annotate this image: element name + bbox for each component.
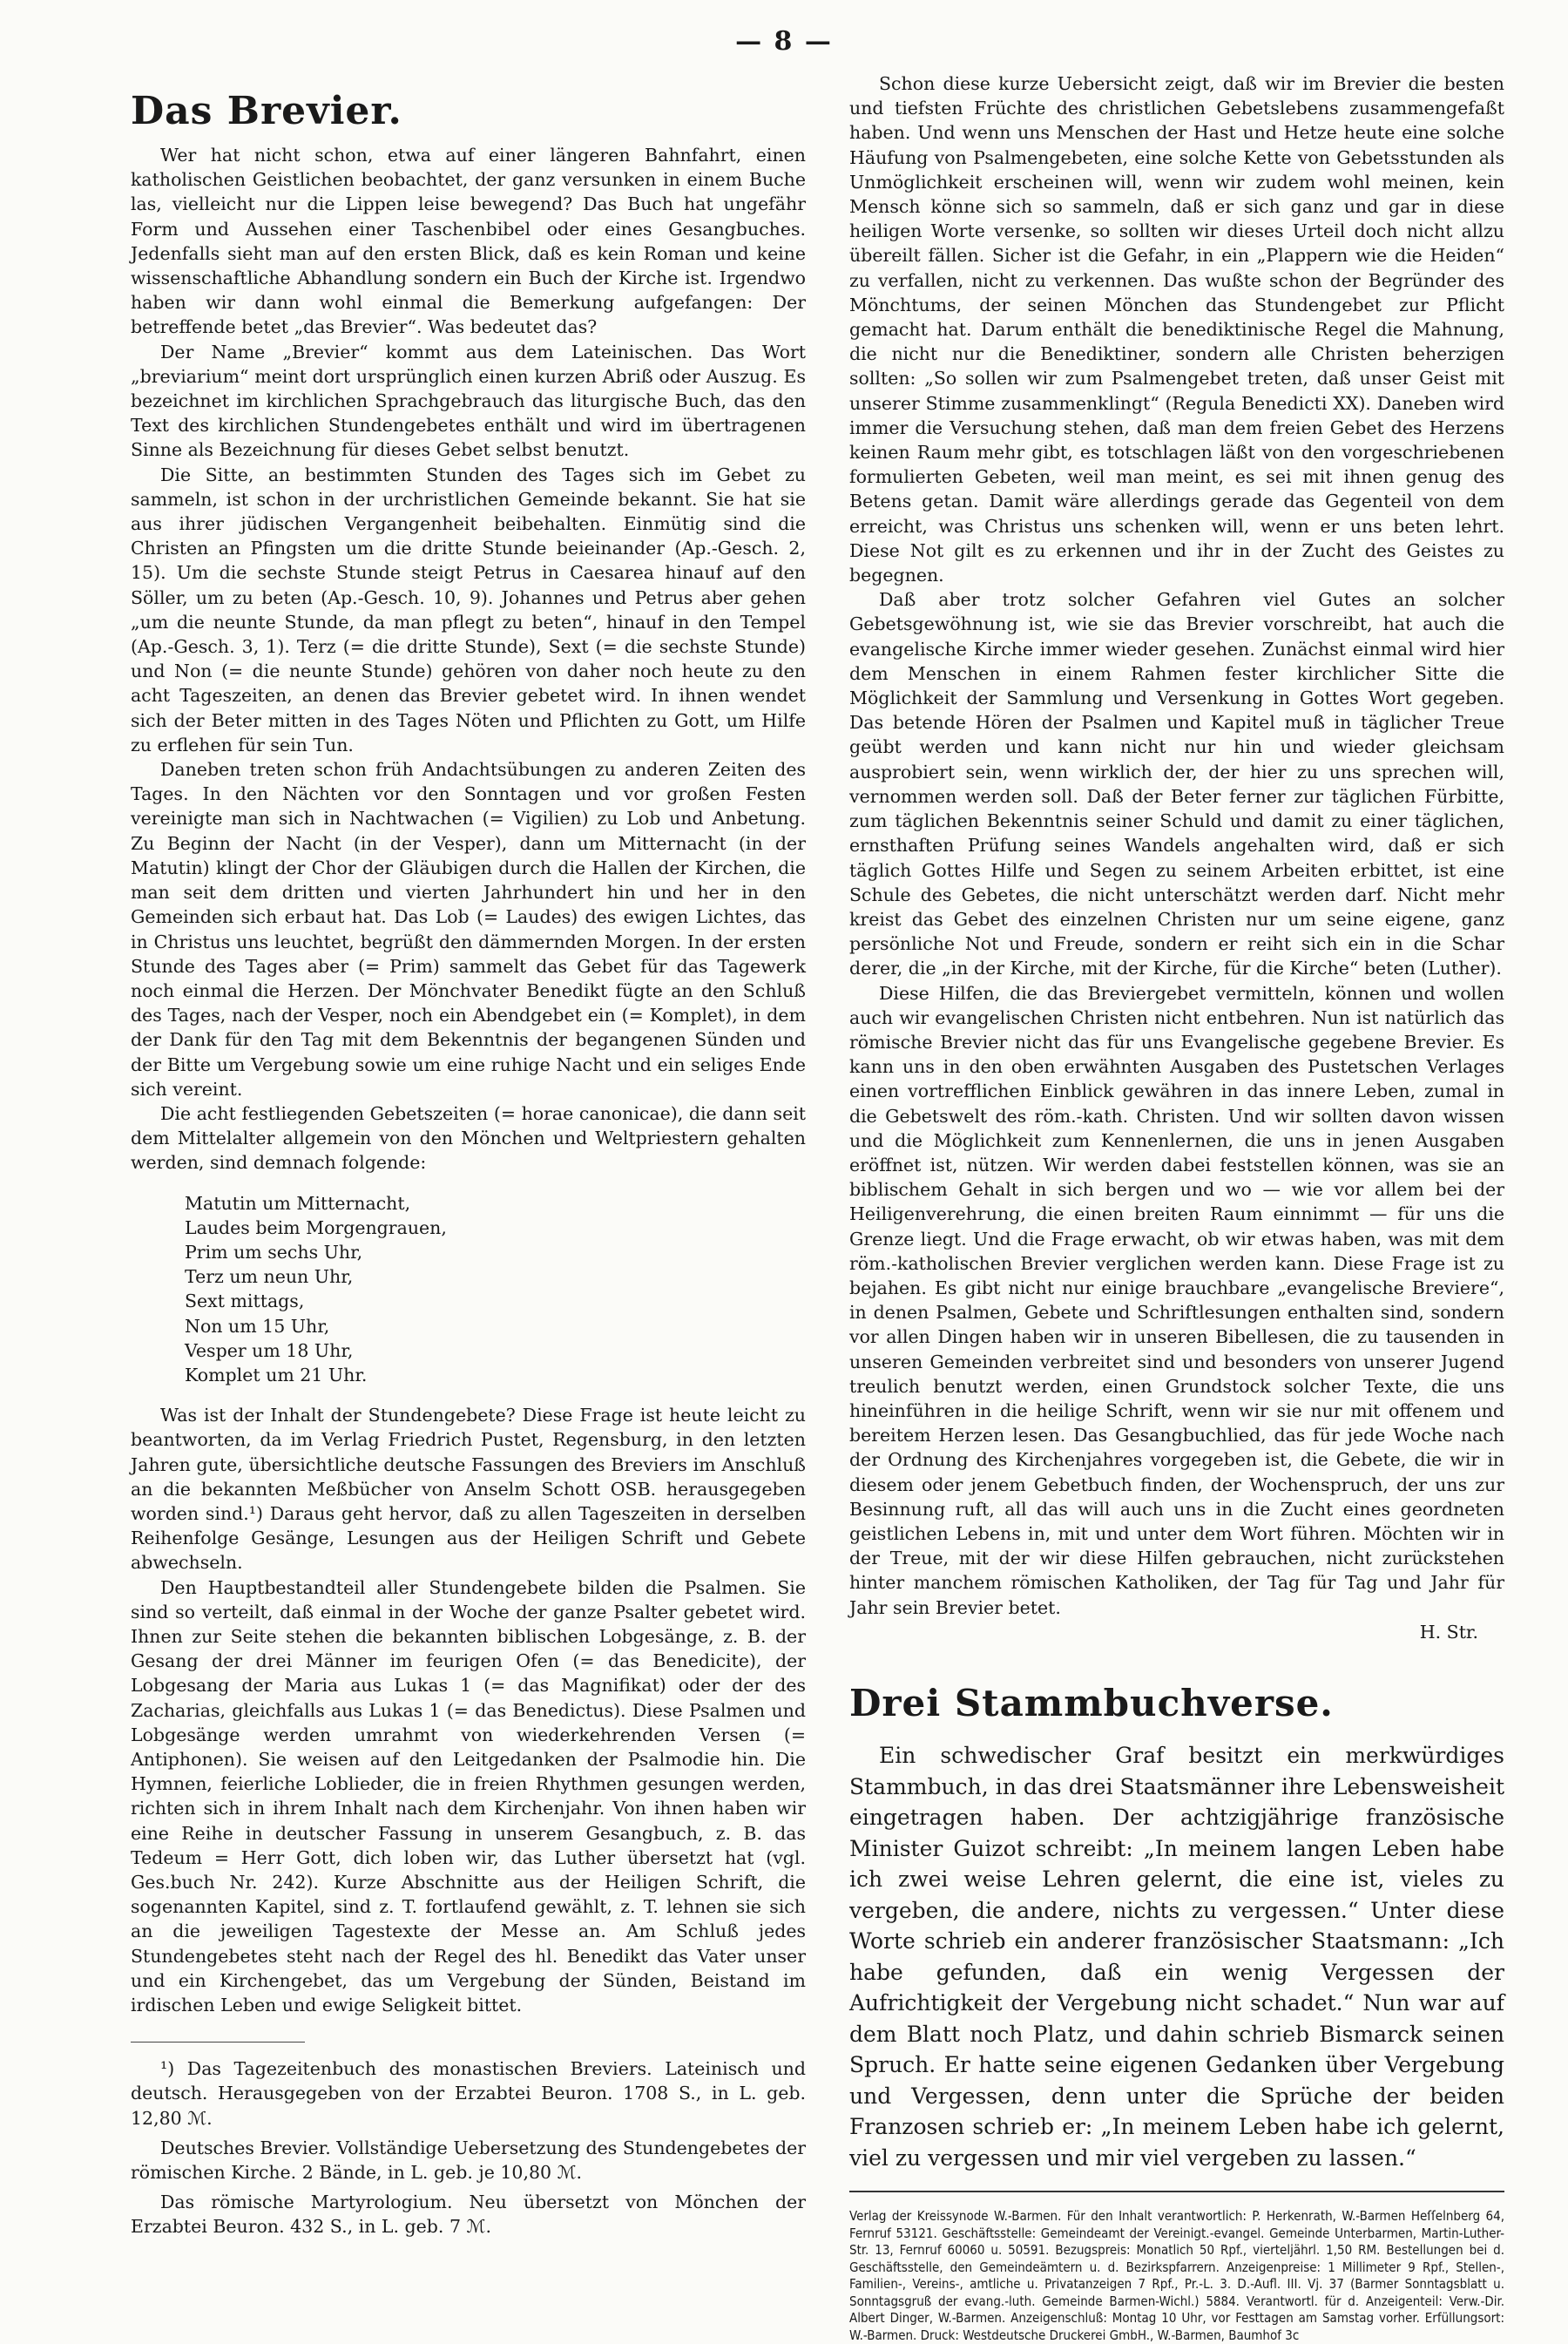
imprint — [849, 2208, 1504, 2344]
imprint-text: Verlag der Kreissynode W.-Barmen. Für den Inhalt verantwortlich: P. Herkenrath, W.-Barmen Heſſelnberg 64, Fernruf 53121. Geschäftsstelle: Gemeindeamt der Vereinigt.-evangel. Gemeinde Unterbarmen, Martin-Luther-Str. 13, Fernruf 60060 u. 50591. Bezugspreis: Monatlich 50 Rpf., vierteljährl. 1,50 RM. Bestellungen bei d. Geschäftsstelle, den Gemeindeämtern u. d. Bezirkspfarrern. Anzeigenpreise: 1 Millimeter 9 Rpf., Stellen-, Familien-, Vereins-, amtliche u. Privatanzeigen 7 Rpf., Pr.-L. 3. D.-Aufl. III. Vj. 37 (Barmer Sonntagsblatt u. Sonntagsgruß der evang.-luth. Gemeinde Barmen-Wichl.) 5884. Verantwortl. für d. Anzeigenteil: Verw.-Dir. Albert Dinger, W.-Barmen. Anzeigenschluß: Montag 10 Uhr, vor Festtagen am Samstag vorher. Erfüllungsort: W.-Barmen. Druck: Westdeutsche Druckerei GmbH., W.-Barmen, Baumhof 3c — [849, 2208, 1504, 2343]
hours-item: Non um 15 Uhr, — [185, 1315, 330, 1337]
hours-item: Terz um neun Uhr, — [185, 1266, 354, 1288]
paragraph: Den Hauptbestandteil aller Stundengebete bilden die Psalmen. Sie sind so verteilt, daß einmal in der Woche der ganze Psalter gebetet wird. Ihnen zur Seite stehen die bekannten biblischen Lobgesänge, z. B. der Gesang der drei Männer im feurigen Ofen (= das Benedicite), der Lobgesang der Maria aus Lukas 1 (= das Magnifikat) oder der des Zacharias, gleichfalls aus Lukas 1 (= das Benedictus). Diese Psalmen und Lobgesänge werden umrahmt von wiederkehrenden Versen (= Antiphonen). Sie weisen auf den Leitgedanken der Psalmodie hin. Die Hymnen, feierliche Loblieder, die in freien Rhythmen gesungen werden, richten sich in ihrem Inhalt nach dem Kirchenjahr. Von ihnen haben wir eine Reihe in deutscher Fassung in unserem Gesangbuch, z. B. das Tedeum = Herr Gott, dich loben wir, das Luther übersetzt hat (vgl. Ges.buch Nr. 242). Kurze Abschnitte aus der Heiligen Schrift, die sogenannten Kapitel, sind z. T. fortlaufend gewählt, z. T. lehnen sie sich an die jeweiligen Tagestexte der Messe an. Am Schluß jedes Stundengebetes steht nach der Regel des hl. Benedikt das Vater unser und ein Kirchengebet, das um Vergebung der Sünden, Beistand im irdischen Leben und ewige Seligkeit bittet. — [131, 1576, 806, 2016]
left-column — [131, 71, 806, 2245]
article-body — [849, 1740, 1504, 2173]
paragraph: Der Name „Brevier“ kommt aus dem Lateinischen. Das Wort „breviarium“ meint dort ursprünglich einen kurzen Abriß oder Auszug. Es bezeichnet im kirchlichen Sprachgebrauch das liturgische Buch, das den Text des kirchlichen Stundengebetes enthält und wird im übertragenen Sinne als Bezeichnung für dieses Gebet selbst benutzt. — [131, 341, 806, 461]
signature: H. Str. — [1419, 1621, 1478, 1643]
paragraph: Wer hat nicht schon, etwa auf einer längeren Bahnfahrt, einen katholischen Geistlichen beobachtet, der ganz versunken in einem Buche las, vielleicht nur die Lippen leise bewegend? Das Buch hat ungefähr Form und Aussehen einer Taschenbibel oder eines Gesangbuches. Jedenfalls sieht man auf den ersten Blick, daß es kein Roman und keine wissenschaftliche Abhandlung sondern ein Buch der Kirche ist. Irgendwo haben wir dann wohl einmal die Bemerkung aufgefangen: Der betreffende betet „das Brevier“. Was bedeutet das? — [131, 145, 806, 338]
paragraph: Was ist der Inhalt der Stundengebete? Diese Frage ist heute leicht zu beantworten, da im Verlag Friedrich Pustet, Regensburg, in den letzten Jahren gute, übersichtliche deutsche Fassungen des Breviers im Anschluß an die bekannten Meßbücher von Anselm Schott OSB. herausgegeben worden sind.¹) Daraus geht hervor, daß zu allen Tageszeiten in derselben Reihenfolge Gesänge, Lesungen aus der Heiligen Schrift und Gebete abwechseln. — [131, 1405, 806, 1574]
footnote: Deutsches Brevier. Vollständige Uebersetzung des Stundengebetes der römischen Kirche. 2 Bände, in L. geb. je 10,80 ℳ. — [131, 2137, 806, 2184]
hours-item: Matutin um Mitternacht, — [185, 1192, 411, 1214]
paragraph: Daß aber trotz solcher Gefahren viel Gutes an solcher Gebetsgewöhnung ist, wie sie das Brevier vorschreibt, hat auch die evangelische Kirche immer wieder gesehen. Zunächst einmal wird hier dem Menschen in einem Rahmen fester kirchlicher Sitte die Möglichkeit der Sammlung und Versenkung in Gottes Wort gegeben. Das betende Hören der Psalmen und Kapitel muß in täglicher Treue geübt werden und kann nicht nur hin und wieder gleichsam ausprobiert sein, wenn wirklich der, der hier zu uns sprechen will, vernommen werden soll. Daß der Beter ferner zur täglichen Fürbitte, zum täglichen Bekenntnis seiner Schuld und damit zu einer täglichen, ernsthaften Prüfung seines Wandels angehalten wird, daß er sich täglich Gottes Hilfe und Segen zu seinem Arbeiten erbittet, ist eine Schule des Gebetes, die nicht unterschätzt werden darf. Nicht mehr kreist das Gebet des einzelnen Christen nur um seine eigene, ganz persönliche Not und Freude, sondern er reiht sich ein in die Schar derer, die „in der Kirche, mit der Kirche, für die Kirche“ beten (Luther). — [849, 589, 1504, 979]
hours-item: Prim um sechs Uhr, — [185, 1241, 363, 1263]
hours-item: Laudes beim Morgengrauen, — [185, 1216, 447, 1238]
hours-item: Sext mittags, — [185, 1291, 305, 1312]
paragraph: Daneben treten schon früh Andachtsübungen zu anderen Zeiten des Tages. In den Nächten vor den Sonntagen und vor großen Festen vereinigte man sich in Nachtwachen (= Vigilien) zu Lob und Anbetung. Zu Beginn der Nacht (in der Vesper), dann um Mitternacht (in der Matutin) klingt der Chor der Gläubigen durch die Hallen der Kirchen, die man seit dem dritten und vierten Jahrhundert hin und her in den Gemeinden sich erbaut hat. Das Lob (= Laudes) des ewigen Lichtes, das in Christus uns leuchtet, begrüßt den dämmernden Morgen. In der ersten Stunde des Tages aber (= Prim) sammelt das Gebet für das Tagewerk noch einmal die Herzen. Der Mönchvater Benedikt fügte an den Schluß des Tages, nach der Vesper, noch ein Abendgebet ein (= Komplet), in dem der Dank für den Tag mit dem Bekenntnis der begangenen Sünden und der Bitte um Vergebung sowie um eine ruhige Nacht und ein seliges Ende sich vereint. — [131, 759, 806, 1100]
page-number: — 8 — — [735, 26, 833, 57]
hours-item: Komplet um 21 Uhr. — [185, 1364, 368, 1385]
paragraph: Die Sitte, an bestimmten Stunden des Tages sich im Gebet zu sammeln, ist schon in der urchristlichen Gemeinde bekannt. Sie hat sie aus ihrer jüdischen Vergangenheit beibehalten. Einmütig sind die Christen an Pfingsten um die dritte Stunde beieinander (Ap.-Gesch. 2, 15). Um die sechste Stunde steigt Petrus in Caesarea hinauf auf den Söller, um zu beten (Ap.-Gesch. 10, 9). Johannes und Petrus aber gehen „um die neunte Stunde, da man pflegt zu beten“, hinauf in den Tempel (Ap.-Gesch. 3, 1). Terz (= die dritte Stunde), Sext (= die sechste Stunde) und Non (= die neunte Stunde) gehören von daher noch heute zu den acht Tageszeiten, an denen das Brevier gebetet wird. In ihnen wendet sich der Beter mitten in des Tages Nöten und Pflichten zu Gott, um Hilfe zu erflehen für sein Tun. — [131, 464, 806, 755]
footnote: ¹) Das Tagezeitenbuch des monastischen Breviers. Lateinisch und deutsch. Herausgegeben von der Erzabtei Beuron. 1708 S., in L. geb. 12,80 ℳ. — [131, 2058, 806, 2129]
paragraph: Schon diese kurze Uebersicht zeigt, daß wir im Brevier die besten und tiefsten Früchte des christlichen Gebetslebens zusammengefaßt haben. Und wenn uns Menschen der Hast und Hetze heute eine solche Häufung von Psalmengebeten, eine solche Kette von Gebetsstunden als Unmöglichkeit erscheinen will, wenn wir zudem wohl meinen, kein Mensch könne sich so sammeln, daß er sich ganz und gar in diese heiligen Worte versenke, so sollten wir dieses Urteil doch nicht allzu übereilt fällen. Sicher ist die Gefahr, in ein „Plappern wie die Heiden“ zu verfallen, nicht zu verkennen. Das wußte schon der Begründer des Mönchtums, der seinen Mönchen das Stundengebet zur Pflicht gemacht hat. Darum enthält die benediktinische Regel die Mahnung, die nicht nur die Benediktiner, sondern alle Christen beherzigen sollten: „So sollen wir zum Psalmengebet treten, daß unser Geist mit unserer Stimme zusammenklingt“ (Regula Benedicti XX). Daneben wird immer die Versuchung stehen, daß man dem freien Gebet des Herzens keinen Raum mehr gibt, es totschlagen läßt von den vorgeschriebenen formulierten Gebeten, weil man meint, es sei mit ihnen genug des Betens getan. Damit wäre allerdings gerade das Gegenteil von dem erreicht, was Christus uns schenken will, wenn er uns beten lehrt. Diese Not gilt es zu erkennen und ihr in der Zucht des Geistes zu begegnen. — [849, 73, 1504, 586]
footnotes — [131, 2056, 806, 2239]
footnote-divider — [131, 2042, 305, 2043]
imprint-divider — [849, 2191, 1504, 2192]
paragraph: Die acht festliegenden Gebetszeiten (= horae canonicae), die dann seit dem Mittelalter allgemein von den Mönchen und Weltpriestern gehalten werden, sind demnach folgende: — [131, 1102, 806, 1174]
paragraph: Ein schwedischer Graf besitzt ein merkwürdiges Stammbuch, in das drei Staatsmänner ihre Lebensweisheit eingetragen haben. Der achtzigjährige französische Minister Guizot schreibt: „In meinem langen Leben habe ich zwei weise Lehren gelernt, die eine ist, vieles zu vergeben, die andere, nichts zu vergessen.“ Unter diese Worte schrieb ein anderer französischer Staatsmann: „Ich habe gefunden, daß ein wenig Vergessen der Aufrichtigkeit der Vergebung nicht schadet.“ Nun war auf dem Blatt noch Platz, und dahin schrieb Bismarck seinen Spruch. Er hatte seine eigenen Gedanken über Vergebung und Vergessen, denn unter die Sprüche der beiden Franzosen schrieb er: „In meinem Leben habe ich gelernt, viel zu vergessen und mir viel vergeben zu lassen.“ — [849, 1743, 1504, 2171]
article-title: Drei Stammbuchverse. — [849, 1682, 1334, 1724]
paragraph: Diese Hilfen, die das Breviergebet vermitteln, können und wollen auch wir evangelischen Christen nicht entbehren. Nun ist natürlich das römische Brevier nicht das für uns Evangelische gegebene Brevier. Es kann uns in den oben erwähnten Ausgaben des Pustetschen Verlages einen vortrefflichen Einblick gewähren in das innere Leben, zumal in die Gebetswelt des röm.-kath. Christen. Und wir sollten davon wissen und die Möglichkeit zum Kennenlernen, die uns in jenen Ausgaben eröffnet ist, nützen. Wir werden dabei feststellen können, was sie an biblischem Gehalt in sich bergen und wo — wie vor allem bei der Heiligenverehrung, die einen breiten Raum einnimmt — für uns die Grenze liegt. Und die Frage erwacht, ob wir etwas haben, was mit dem röm.-katholischen Brevier verglichen werden kann. Diese Frage ist zu bejahen. Es gibt nicht nur einige brauchbare „evangelische Breviere“, in denen Psalmen, Gebete und Schriftlesungen enthalten sind, sondern vor allen Dingen haben wir in unseren Bibellesen, die zu tausenden in unseren Gemeinden verbreitet sind und besonders von unserer Jugend treulich benutzt werden, einen Grundstock solcher Texte, die uns hineinführen in die heilige Schrift, wenn wir sie nur mit offenem und bereitem Herzen lesen. Das Gesangbuchlied, das für jede Woche nach der Ordnung des Kirchenjahres vorgegeben ist, die Gebete, die wir in diesem oder jenem Gebetbuch finden, der Wochenspruch, der uns zur Besinnung ruft, all das will auch uns in die Zucht eines geordneten geistlichen Lebens in, mit und unter dem Wort führen. Möchten wir in der Treue, mit der wir diese Hilfen gebrauchen, nicht zurückstehen hinter manchem römischen Katholiken, der Tag für Tag und Jahr für Jahr sein Brevier betet. — [849, 982, 1504, 1618]
footnote: Das römische Martyrologium. Neu übersetzt von Mönchen der Erzabtei Beuron. 432 S., in L. geb. 7 ℳ. — [131, 2192, 806, 2238]
article-title: Das Brevier. — [131, 89, 402, 133]
hours-item: Vesper um 18 Uhr, — [185, 1339, 354, 1361]
right-column — [849, 71, 1504, 2344]
hours-list — [185, 1191, 806, 1388]
